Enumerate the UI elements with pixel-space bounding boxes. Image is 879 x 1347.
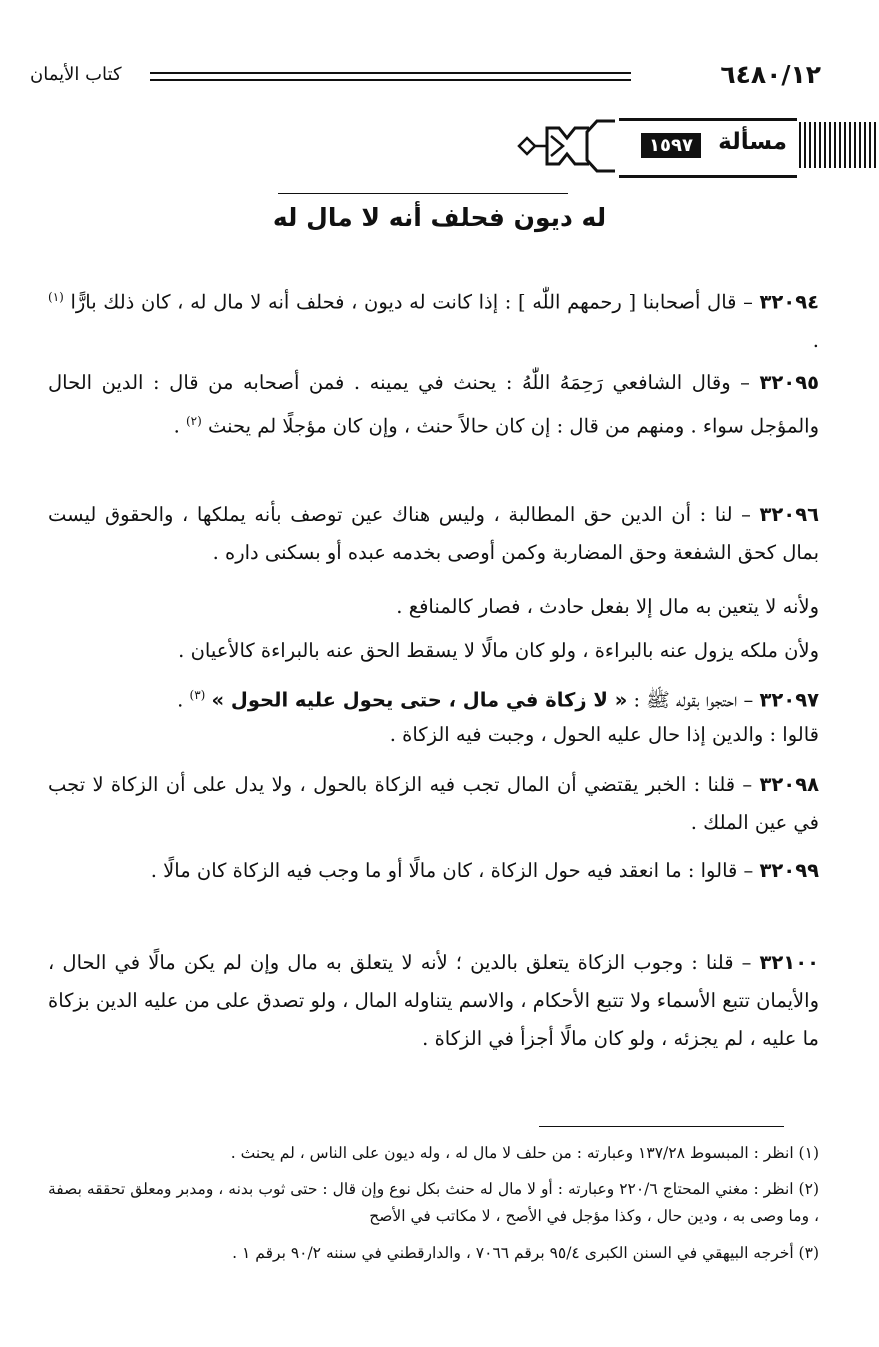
footnote-ref: (٢) (185, 414, 202, 428)
banner-end-ornament-icon (517, 118, 617, 174)
paragraph (48, 852, 819, 890)
paragraph-text: – قال أصحابنا [ رحمهم اللّٰه ] : إذا كانت له ديون ، فحلف أنه لا مال له ، كان ذلك بارًّا (70, 290, 760, 314)
paragraph-number: ٣٢٠٩٥ (759, 371, 820, 394)
footnote: (٣) أخرجه البيهقي في السنن الكبرى ٩٥/٤ برقم ٧٠٦٦ ، والدارقطني في سننه ٩٠/٢ برقم ١ . (232, 1244, 819, 1262)
section-title: له ديون فحلف أنه لا مال له (272, 203, 607, 232)
hadith-quote: « لا زكاة في مال ، حتى يحول عليه الحول » (211, 688, 628, 712)
paragraph-text: ولأنه لا يتعين به مال إلا بفعل حادث ، فصار كالمنافع . (396, 595, 819, 618)
paragraph-number: ٣٢١٠٠ (759, 951, 819, 974)
paragraph-text: – قلنا : وجوب الزكاة يتعلق بالدين ؛ لأنه لا يتعلق به مال وإن لم يكن مالًا في الحال ، والأيمان تتبع الأسماء ولا تتبع الأحكام ، والاسم يتناوله المال ، ولو تصدق على من عليه الدين بزكاة ما عليه ، لم يجزئه ، ولو كان مالًا أجزأ في الزكاة . (48, 951, 820, 1050)
masala-number-badge: ١٥٩٧ (641, 133, 701, 158)
masala-banner (522, 118, 879, 174)
paragraph: ٣٢٠٩٧ – احتجوا بقوله ﷺ : « لا زكاة في مال ، حتى يحول عليه الحول » $^{(٣)}$ . (177, 688, 819, 712)
paragraph-number: ٣٢٠٩٨ (759, 773, 819, 796)
paragraph-text: ولأن ملكه يزول عنه بالبراءة ، ولو كان مالًا لا يسقط الحق عنه بالبراءة كالأعيان . (178, 639, 819, 662)
paragraph (48, 716, 819, 754)
paragraph (48, 496, 819, 572)
footnote-ref: (١) (48, 290, 64, 304)
title-top-rule (278, 193, 568, 194)
paragraph (48, 944, 819, 1058)
masala-label: مسألة (718, 129, 787, 155)
paragraph-text: – قلنا : الخبر يقتضي أن المال تجب فيه الزكاة بالحول ، ولا يدل على أن الزكاة لا تجب في عين الملك . (48, 773, 819, 834)
paragraph (48, 588, 819, 626)
banner-label-box (619, 118, 797, 178)
footnote: (٢) انظر : مغني المحتاج ٢٢٠/٦ وعبارته : أو لا مال له حنث بكل نوع وإن قال : حتى ثوب بدنه ، ومدبر ومعلق تحققه بصفة ، وما وصى به ، ودين حال ، وكذا مؤجل في الأصح ، لا مكاتب في الأصح (48, 1180, 819, 1225)
paragraph (48, 632, 819, 670)
paragraph (48, 766, 819, 842)
banner-hatch-ornament (799, 122, 879, 168)
paragraph: ٣٢٠٩٤ – قال أصحابنا [ رحمهم اللّٰه ] : إذا كانت له ديون ، فحلف أنه لا مال له ، كان ذلك بارًّا $^{(١)}$ . (48, 290, 820, 352)
paragraph-number: ٣٢٠٩٦ (759, 503, 819, 526)
paragraph-number: ٣٢٠٩٧ (759, 688, 819, 712)
footnote-separator (539, 1126, 784, 1127)
paragraph: ٣٢٠٩٥ – وقال الشافعي رَحِمَهُ اللّٰهُ : يحنث في يمينه . فمن أصحابه من قال : الدين الحال والمؤجل سواء . ومنهم من قال : إن كان حالاً حنث ، وإن كان مؤجلًا لم يحنث $^{(٢)}$ . (48, 371, 820, 438)
footnote-ref: (٣) (189, 688, 206, 702)
paragraph-text: – احتجوا بقوله ﷺ : (627, 688, 760, 712)
footnote: (١) انظر : المبسوط ١٣٧/٢٨ وعبارته : من حلف لا مال له ، وله ديون على الناس ، لم يحنث . (230, 1144, 819, 1162)
running-header (30, 58, 821, 98)
paragraph-text: – وقال الشافعي رَحِمَهُ اللّٰهُ : يحنث في يمينه . فمن أصحابه من قال : الدين الحال والمؤجل سواء . ومنهم من قال : إن كان حالاً حنث ، وإن كان مؤجلًا لم يحنث (48, 371, 819, 438)
book-title: كتاب الأيمان (30, 64, 122, 85)
paragraph-number: ٣٢٠٩٤ (759, 290, 820, 314)
paragraph-text: – لنا : أن الدين حق المطالبة ، وليس هناك عين توصف بأنه يملكها ، والحقوق ليست بمال كحق الشفعة وحق المضاربة وكمن أوصى بخدمه عبده أو بسكنى داره . (48, 503, 819, 564)
header-double-rule (150, 72, 631, 81)
paragraph-text: قالوا : والدين إذا حال عليه الحول ، وجبت فيه الزكاة . (389, 723, 819, 746)
paragraph-text: – قالوا : ما انعقد فيه حول الزكاة ، كان مالًا أو ما وجب فيه الزكاة كان مالًا . (150, 859, 760, 882)
paragraph-number: ٣٢٠٩٩ (759, 859, 819, 882)
page-reference: ٦٤٨٠/١٢ (720, 60, 821, 89)
